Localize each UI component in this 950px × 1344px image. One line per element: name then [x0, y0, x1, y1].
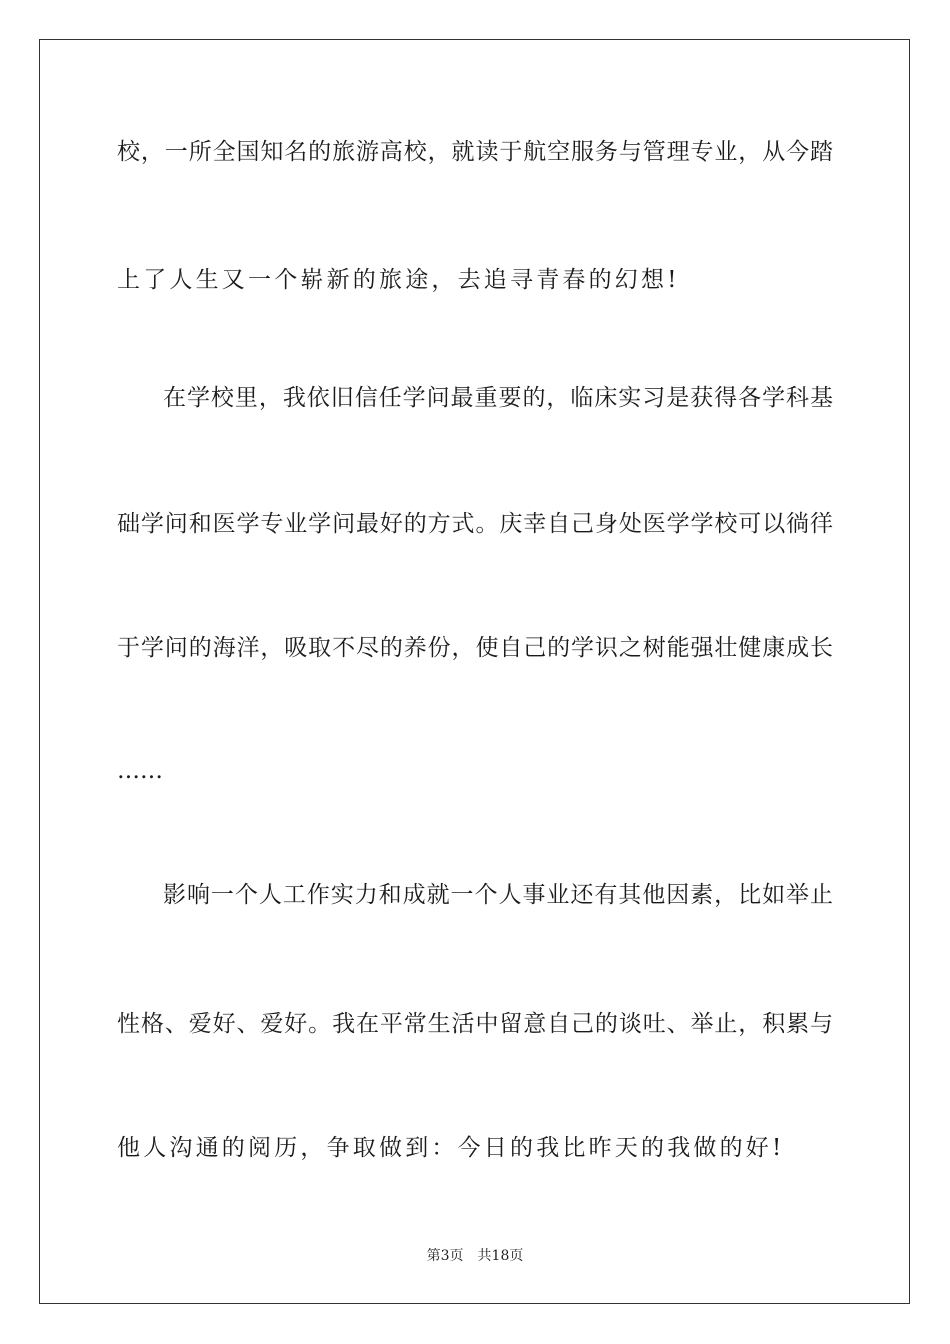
page-number: 第3页: [426, 1248, 464, 1264]
page-footer: [0, 1246, 950, 1266]
paragraph-line: 于学问的海洋，吸取不尽的养份，使自己的学识之树能强壮健康成长: [117, 635, 833, 661]
paragraph-line: 上了人生又一个崭新的旅途，去追寻青春的幻想!: [117, 267, 680, 293]
paragraph-line: 础学问和医学专业学问最好的方式。庆幸自己身处医学学校可以徜徉: [117, 511, 833, 537]
paragraph-line: 在学校里，我依旧信任学问最重要的，临床实习是获得各学科基: [163, 385, 833, 411]
total-pages: 共18页: [477, 1248, 524, 1264]
paragraph-line: 影响一个人工作实力和成就一个人事业还有其他因素，比如举止: [163, 882, 833, 908]
paragraph-line: 他人沟通的阅历，争取做到：今日的我比昨天的我做的好!: [117, 1135, 785, 1161]
paragraph-line: ……: [117, 758, 163, 784]
page-border: [39, 39, 910, 1304]
paragraph-line: 性格、爱好、爱好。我在平常生活中留意自己的谈吐、举止，积累与: [117, 1011, 833, 1037]
paragraph-line: 校，一所全国知名的旅游高校，就读于航空服务与管理专业，从今踏: [117, 139, 833, 165]
